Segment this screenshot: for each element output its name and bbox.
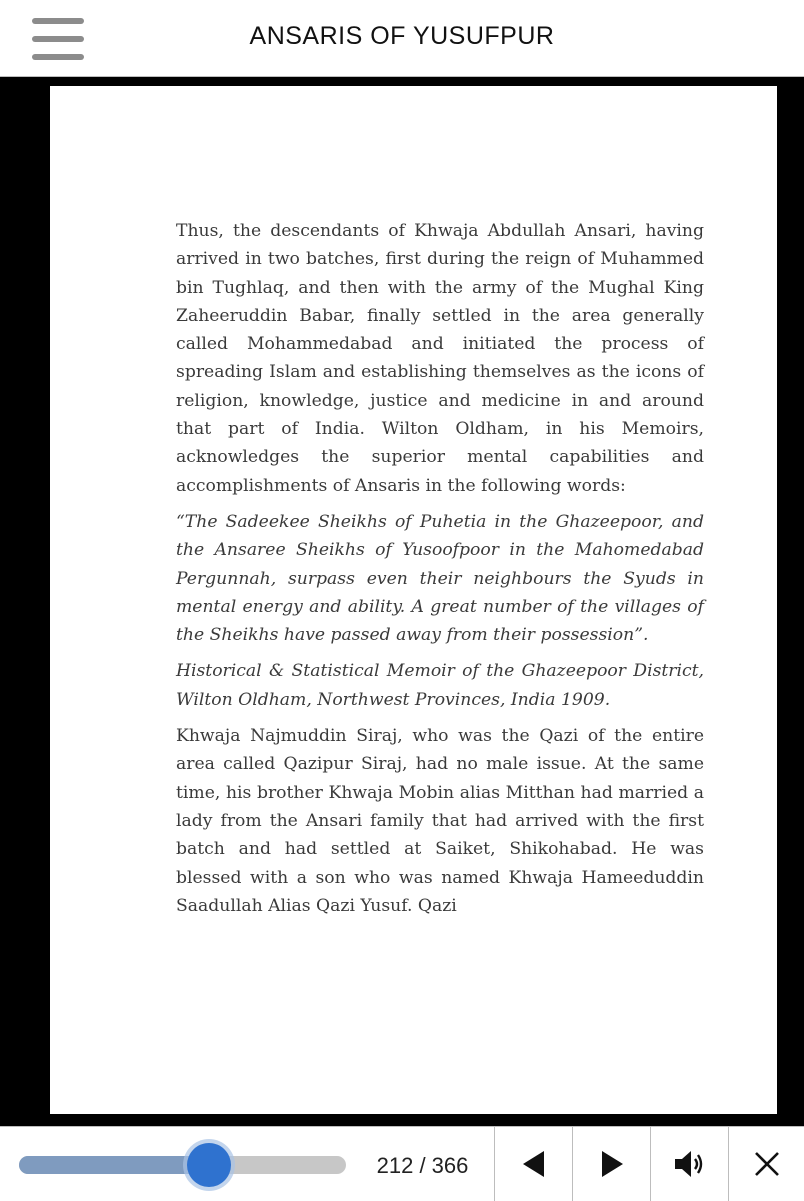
quote-paragraph: “The Sadeekee Sheikhs of Puhetia in the Ghazeepoor, and the Ansaree Sheikhs of Yusoofpoor in the Mahomedabad Pergunnah, surpass even their neighbours the Syuds in mental energy and ability. A great number of the villages of the Sheikhs have passed away from their possession”.: [176, 511, 704, 646]
bottom-bar: [0, 1126, 804, 1201]
page-indicator: 212 / 366: [376, 1153, 469, 1178]
paragraph-2: Khwaja Najmuddin Siraj, who was the Qazi of the entire area called Qazipur Siraj, had no male issue. At the same time, his brother Khwaja Mobin alias Mitthan had married a lady from the Ansari family that had arrived with the first batch and had settled at Saiket, Shikohabad. He was blessed with a son who was named Khwaja Hameeduddin Saadullah Alias Qazi Yusuf. Qazi: [176, 726, 704, 916]
slider-fill: [19, 1156, 209, 1174]
hamburger-menu-icon[interactable]: [32, 18, 84, 60]
top-bar: [0, 0, 804, 77]
book-page: [50, 86, 777, 1114]
close-icon: [753, 1150, 781, 1178]
next-page-button[interactable]: [572, 1127, 650, 1201]
previous-page-button[interactable]: [494, 1127, 572, 1201]
next-page-icon: [598, 1149, 626, 1179]
citation-paragraph: Historical & Statistical Memoir of the Ghazeepoor District, Wilton Oldham, Northwest Provinces, India 1909.: [176, 661, 704, 710]
speaker-icon: [673, 1149, 707, 1179]
paragraph-1: Thus, the descendants of Khwaja Abdullah Ansari, having arrived in two batches, first during the reign of Muhammed bin Tughlaq, and then with the army of the Mughal King Zaheeruddin Babar, finally settled in the area generally called Mohammedabad and initiated the process of spreading Islam and establishing themselves as the icons of religion, knowledge, justice and medicine in and around that part of India. Wilton Oldham, in his Memoirs, acknowledges the superior mental capabilities and accomplishments of Ansaris in the following words:: [176, 221, 704, 496]
page-text: [176, 217, 704, 928]
previous-page-icon: [520, 1149, 548, 1179]
audio-button[interactable]: [650, 1127, 728, 1201]
slider-thumb[interactable]: [187, 1143, 231, 1187]
close-button[interactable]: [728, 1127, 804, 1201]
page-viewer[interactable]: [0, 77, 804, 1126]
book-title: ANSARIS OF YUSUFPUR: [249, 22, 555, 50]
page-slider[interactable]: [19, 1156, 346, 1174]
